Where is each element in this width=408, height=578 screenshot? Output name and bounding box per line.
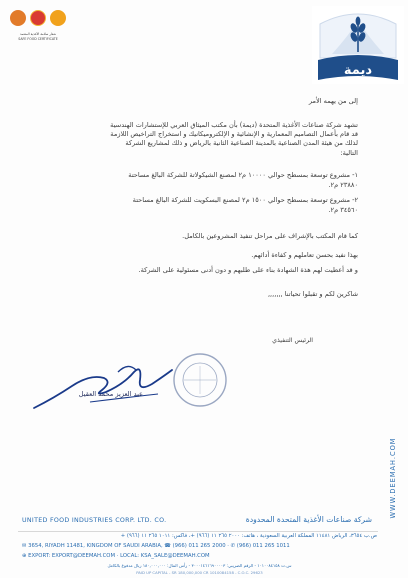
deemah-logo	[312, 6, 404, 84]
closing-line: شاكرين لكم و تقبلوا تحياتنا ,,,,,,,	[267, 290, 358, 298]
registration-en: PAID UP CAPITAL - SR 180,000,000 CR 1010084158 - C.O.C. 29623	[136, 570, 263, 575]
praise-line: بهذا نفيد بحسن تعاملهم و كفاءة أدائهم.	[251, 251, 358, 259]
signatory-name: عبد العزيز محمد العقيل	[78, 390, 143, 398]
company-name-ar: شركة صناعات الأغذية المتحدة المحدودة	[245, 515, 372, 524]
certification-badge-icon	[10, 10, 26, 26]
company-name-en: UNITED FOOD INDUSTRIES CORP. LTD. CO.	[22, 517, 167, 524]
supervision-line: كما قام المكتب بالإشراف على مراحل تنفيذ المشروعين بالكامل.	[182, 232, 358, 240]
salutation: إلى من يهمه الأمر	[308, 97, 358, 105]
signatory-title: الرئيس التنفيذي	[272, 337, 313, 344]
certificate-label-ar: شعار سلامة الأغذية المعتمد	[19, 32, 57, 36]
paragraph-line: قد قام بأعمال التصاميم المعمارية و الإنشائية و الإلكتروميكانيك و استخراج التراخيص اللازمة	[110, 130, 358, 138]
email-contacts[interactable]: ⊕ EXPORT: EXPORT@DEEMAH.COM · LOCAL: KSA_SALE@DEEMAH.COM	[22, 553, 210, 559]
address-en: ✉ 3654, RIYADH 11481, KINGDOM OF SAUDI ARABIA, ☎ (966) 011 265 2000 · ✆ (966) 011 265 1011	[22, 543, 290, 549]
paragraph-line: لذلك من هيئة المدن الصناعية بالمدينة الصناعية الثانية بالرياض و ذلك لمشاريع الشركة	[125, 139, 358, 147]
website-link[interactable]: WWW.DEEMAH.COM	[389, 437, 397, 519]
certificate-label-en: SAFE FOOD CERTIFICATE	[18, 37, 58, 41]
website-vertical[interactable]	[386, 432, 400, 524]
footer-divider	[18, 531, 378, 532]
issued-line: و قد أعطيت لهم هذة الشهادة بناء على طلبهم و دون أدنى مسئولية على الشركة.	[138, 266, 358, 274]
brand-name: ديمة	[343, 63, 373, 78]
project-item: ٣٤٥٦٠ م٢.	[328, 206, 358, 214]
address-ar: ص.ب ٣٦٥٤، الرياض ١١٤٨١ المملكة العربية السعودية ، هاتف: ٢٠٠٠ ٢٦٥ ١١ (٩٦٦) +، فاكس: ١٠١١ ٢٦٥ ١١ (٩٦٦) +	[120, 533, 377, 539]
project-item: ١- مشروع توسعة بمسطح حوالي ١٠٠٠٠ م٢ لمصنع الشيكولاتة للشركة البالغ مساحتة	[128, 171, 358, 179]
registration-ar: س.ت ١٠١٠٠٨٤١٥٨ - الرقم الضريبي: ٣٠٠٠١٤٦١٦٩٠٠٠٠٣ - رأس المال: ١٨٠,٠٠٠,٠٠٠ ريال مدفوع بالكامل	[107, 563, 292, 568]
quality-badge-icon	[50, 10, 66, 26]
certification-logos	[8, 8, 68, 46]
paragraph-line: تشهد شركة صناعات الأغذية المتحدة (ديمة) بأن مكتب الميثاق العربي للإستشارات الهندسية	[110, 121, 358, 129]
paragraph-line: التالية:	[340, 149, 358, 157]
project-item: ٢٣٨٨٠ م٢.	[328, 181, 358, 189]
project-item: ٢- مشروع توسعة بمسطح حوالي ١٥٠٠ م٢ لمصنع البسكويت للشركة البالغ مساحتة	[132, 196, 358, 204]
company-stamp	[170, 350, 230, 410]
safe-food-seal-icon	[30, 10, 46, 26]
